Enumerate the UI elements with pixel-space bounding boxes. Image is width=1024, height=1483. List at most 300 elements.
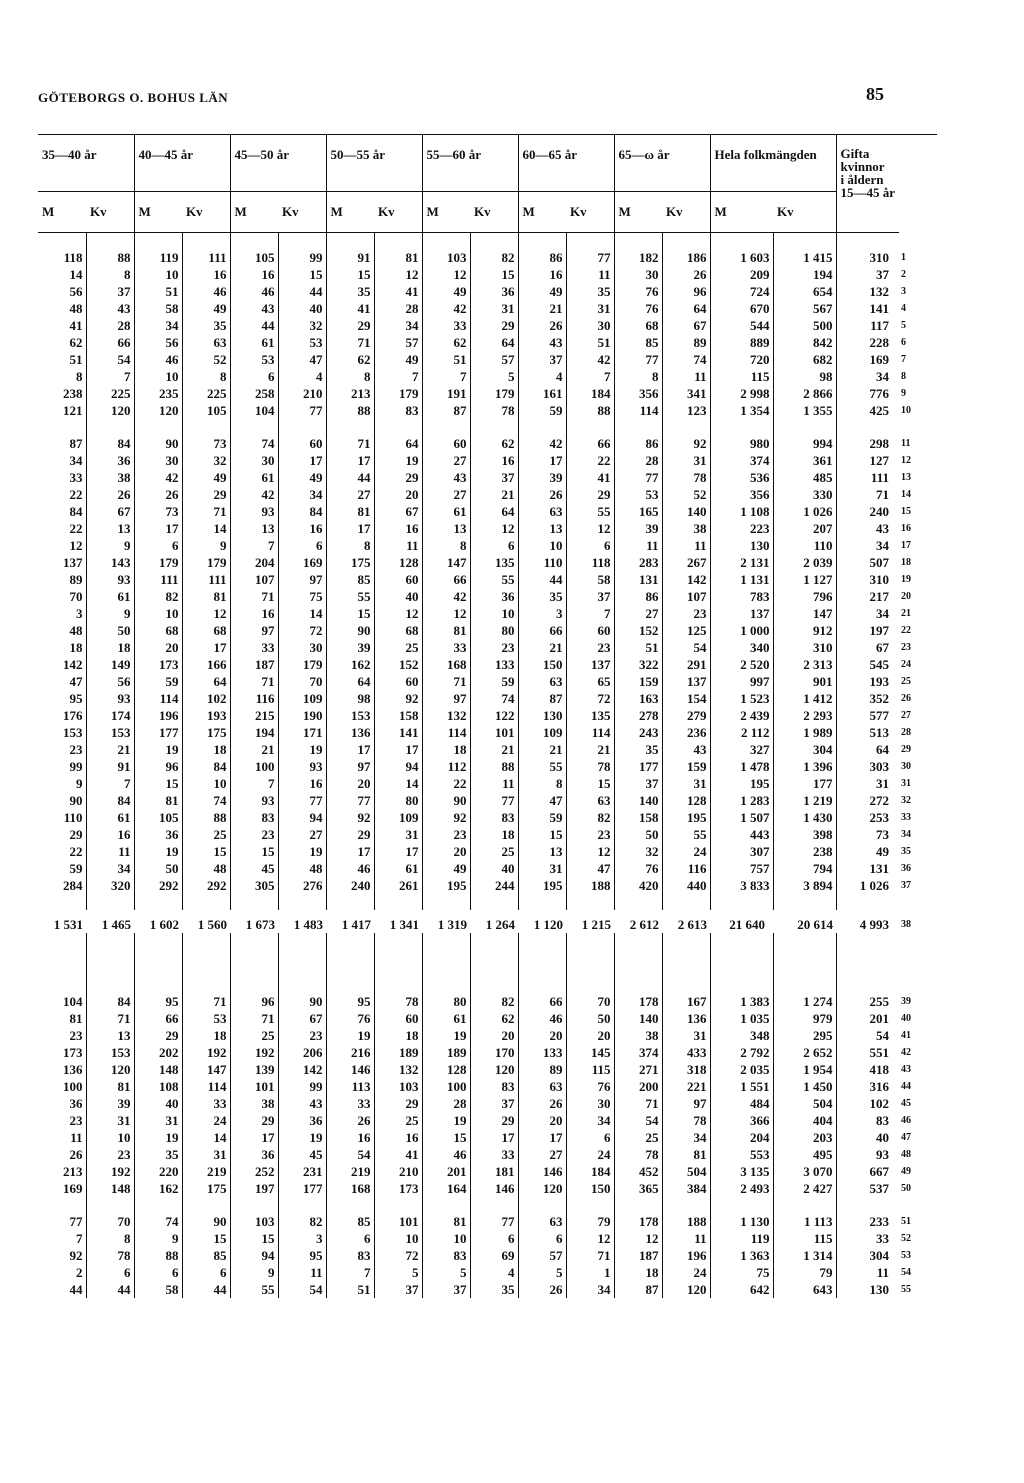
table-cell: 9 — [86, 605, 134, 622]
table-cell: 44 — [326, 469, 374, 486]
table-cell: 25 — [374, 639, 422, 656]
table-cell: 201 — [869, 1011, 889, 1026]
table-cell: 1 283 — [710, 792, 773, 809]
table-cell: 796 — [773, 588, 836, 605]
table-cell: 92 — [374, 690, 422, 707]
table-cell: 11 — [86, 843, 134, 860]
table-cell: 6 — [230, 368, 278, 385]
table-cell: 44 — [182, 1281, 230, 1298]
table-cell: 58 — [134, 1281, 182, 1298]
table-cell: 3 — [38, 605, 86, 622]
table-cell: 41 — [38, 317, 86, 334]
row-number: 11 — [901, 438, 911, 449]
row-number: 49 — [901, 1166, 911, 1177]
table-cell: 11 — [662, 537, 710, 554]
table-cell: 159 — [662, 758, 710, 775]
table-cell: 26 — [518, 1281, 566, 1298]
table-row — [38, 656, 937, 673]
table-cell: 291 — [662, 656, 710, 673]
table-cell: 64 — [326, 673, 374, 690]
women-column-header: Kv — [182, 192, 230, 233]
table-cell: 189 — [374, 1044, 422, 1061]
table-cell: 17 — [182, 639, 230, 656]
block-spacer — [38, 933, 937, 949]
table-row — [38, 249, 937, 266]
table-cell: 153 — [326, 707, 374, 724]
table-cell: 71 — [326, 435, 374, 452]
table-cell: 40 — [374, 588, 422, 605]
table-cell: 298 — [869, 436, 889, 451]
table-cell: 46 — [518, 1010, 566, 1027]
table-cell: 54 — [326, 1146, 374, 1163]
table-cell: 36 — [470, 283, 518, 300]
table-cell: 18 — [182, 741, 230, 758]
table-cell: 19 — [374, 452, 422, 469]
table-cell: 13 — [86, 1027, 134, 1044]
table-cell: 425 — [869, 403, 889, 418]
table-cell: 21 — [518, 300, 566, 317]
table-cell: 162 — [326, 656, 374, 673]
table-cell: 66 — [422, 571, 470, 588]
table-cell: 26 — [86, 486, 134, 503]
table-cell: 99 — [278, 1078, 326, 1095]
table-cell: 1 314 — [773, 1247, 836, 1264]
table-cell: 53 — [614, 486, 662, 503]
table-row — [38, 402, 937, 419]
table-cell: 34 — [134, 317, 182, 334]
table-cell: 20 — [134, 639, 182, 656]
table-cell: 11 — [566, 266, 614, 283]
table-cell: 111 — [182, 571, 230, 588]
table-cell: 85 — [614, 334, 662, 351]
table-cell: 21 — [470, 486, 518, 503]
row-number: 37 — [901, 880, 911, 891]
table-cell: 238 — [38, 385, 86, 402]
table-cell: 544 — [710, 317, 773, 334]
table-cell: 128 — [374, 554, 422, 571]
table-cell: 179 — [278, 656, 326, 673]
table-cell: 43 — [876, 521, 889, 536]
table-cell: 83 — [422, 1247, 470, 1264]
table-cell: 485 — [773, 469, 836, 486]
table-cell: 12 — [566, 1230, 614, 1247]
table-cell: 271 — [614, 1061, 662, 1078]
row-number: 35 — [901, 846, 911, 857]
table-cell: 33 — [182, 1095, 230, 1112]
table-cell: 5 — [374, 1264, 422, 1281]
table-cell: 83 — [374, 402, 422, 419]
table-cell: 15 — [470, 266, 518, 283]
table-cell: 39 — [326, 639, 374, 656]
table-cell: 8 — [86, 266, 134, 283]
table-cell: 27 — [518, 1146, 566, 1163]
table-cell: 204 — [230, 554, 278, 571]
table-cell: 67 — [876, 640, 889, 655]
table-cell: 33 — [470, 1146, 518, 1163]
table-cell: 197 — [869, 623, 889, 638]
table-cell: 93 — [278, 758, 326, 775]
table-cell: 267 — [662, 554, 710, 571]
table-row — [38, 673, 937, 690]
table-cell: 17 — [326, 843, 374, 860]
table-cell: 17 — [518, 1129, 566, 1146]
table-cell: 307 — [710, 843, 773, 860]
table-cell: 55 — [230, 1281, 278, 1298]
table-cell: 51 — [566, 334, 614, 351]
table-cell: 100 — [230, 758, 278, 775]
table-cell: 8 — [614, 368, 662, 385]
table-cell: 71 — [86, 1010, 134, 1027]
table-cell: 152 — [614, 622, 662, 639]
table-cell: 310 — [773, 639, 836, 656]
table-cell: 158 — [374, 707, 422, 724]
table-cell: 48 — [182, 860, 230, 877]
table-row — [38, 1010, 937, 1027]
row-number: 40 — [901, 1013, 911, 1024]
table-cell: 26 — [38, 1146, 86, 1163]
table-cell: 99 — [38, 758, 86, 775]
table-cell: 82 — [470, 249, 518, 266]
table-cell: 8 — [326, 537, 374, 554]
table-cell: 153 — [38, 724, 86, 741]
table-cell: 18 — [182, 1027, 230, 1044]
table-cell: 14 — [38, 266, 86, 283]
table-cell: 196 — [134, 707, 182, 724]
table-cell: 88 — [182, 809, 230, 826]
table-cell: 283 — [614, 554, 662, 571]
table-cell: 2 313 — [773, 656, 836, 673]
table-cell: 4 — [278, 368, 326, 385]
table-cell: 504 — [662, 1163, 710, 1180]
table-cell: 6 — [518, 1230, 566, 1247]
table-cell: 55 — [518, 758, 566, 775]
table-cell: 43 — [422, 469, 470, 486]
table-cell: 24 — [182, 1112, 230, 1129]
table-cell: 187 — [614, 1247, 662, 1264]
table-cell: 53 — [230, 351, 278, 368]
table-cell: 36 — [86, 452, 134, 469]
table-cell: 51 — [614, 639, 662, 656]
table-cell: 6 — [566, 1129, 614, 1146]
table-cell: 3 — [518, 605, 566, 622]
table-cell: 147 — [422, 554, 470, 571]
table-cell: 37 — [86, 283, 134, 300]
women-column-header: Kv — [662, 192, 710, 233]
age-group-header: 35—40 år — [38, 135, 134, 192]
table-cell: 284 — [38, 877, 86, 894]
table-cell: 2 427 — [773, 1180, 836, 1197]
table-cell: 16 — [230, 266, 278, 283]
table-cell: 132 — [869, 284, 889, 299]
table-cell: 12 — [470, 520, 518, 537]
table-cell: 54 — [278, 1281, 326, 1298]
table-cell: 221 — [662, 1078, 710, 1095]
table-cell: 577 — [869, 708, 889, 723]
table-cell: 20 — [374, 486, 422, 503]
table-cell: 86 — [614, 435, 662, 452]
table-cell: 89 — [662, 334, 710, 351]
row-number: 8 — [901, 371, 906, 382]
table-row — [38, 1129, 937, 1146]
table-cell: 9 — [134, 1230, 182, 1247]
table-cell: 121 — [38, 402, 86, 419]
table-cell: 16 — [230, 605, 278, 622]
table-cell: 2 613 — [677, 917, 707, 932]
table-cell: 231 — [278, 1163, 326, 1180]
table-cell: 20 — [422, 843, 470, 860]
table-cell: 10 — [374, 1230, 422, 1247]
table-cell: 73 — [876, 827, 889, 842]
table-cell: 114 — [614, 402, 662, 419]
table-cell: 95 — [326, 993, 374, 1010]
table-cell: 310 — [869, 250, 889, 265]
table-cell: 235 — [134, 385, 182, 402]
table-row — [38, 1163, 937, 1180]
table-cell: 13 — [422, 520, 470, 537]
table-cell: 39 — [614, 520, 662, 537]
table-cell: 188 — [662, 1213, 710, 1230]
table-cell: 18 — [422, 741, 470, 758]
table-row — [38, 775, 937, 792]
table-cell: 188 — [566, 877, 614, 894]
table-cell: 994 — [773, 435, 836, 452]
table-cell: 139 — [230, 1061, 278, 1078]
table-cell: 66 — [566, 435, 614, 452]
table-cell: 10 — [518, 537, 566, 554]
row-number: 55 — [901, 1284, 911, 1295]
table-cell: 128 — [422, 1061, 470, 1078]
table-cell: 71 — [230, 588, 278, 605]
table-cell: 118 — [566, 554, 614, 571]
table-cell: 31 — [876, 776, 889, 791]
total-population-header: Hela folkmängden — [710, 135, 836, 192]
table-cell: 13 — [518, 843, 566, 860]
table-cell: 233 — [869, 1214, 889, 1229]
table-cell: 69 — [470, 1247, 518, 1264]
table-cell: 76 — [614, 300, 662, 317]
table-cell: 553 — [710, 1146, 773, 1163]
table-cell: 21 — [470, 741, 518, 758]
table-cell: 31 — [374, 826, 422, 843]
table-cell: 88 — [86, 249, 134, 266]
table-cell: 140 — [614, 792, 662, 809]
table-cell: 178 — [614, 993, 662, 1010]
table-cell: 22 — [566, 452, 614, 469]
table-cell: 12 — [566, 843, 614, 860]
table-cell: 60 — [566, 622, 614, 639]
table-cell: 28 — [614, 452, 662, 469]
table-cell: 43 — [230, 300, 278, 317]
table-cell: 352 — [869, 691, 889, 706]
table-cell: 6 — [86, 1264, 134, 1281]
table-cell: 15 — [566, 775, 614, 792]
table-cell: 12 — [38, 537, 86, 554]
table-row — [38, 1061, 937, 1078]
table-cell: 94 — [278, 809, 326, 826]
table-cell: 6 — [134, 1264, 182, 1281]
table-cell: 545 — [869, 657, 889, 672]
table-cell: 16 — [374, 520, 422, 537]
table-cell: 132 — [422, 707, 470, 724]
table-cell: 62 — [326, 351, 374, 368]
table-cell: 1 354 — [710, 402, 773, 419]
running-head: GÖTEBORGS O. BOHUS LÄN — [38, 90, 229, 105]
table-cell: 292 — [134, 877, 182, 894]
table-cell: 365 — [614, 1180, 662, 1197]
row-number: 24 — [901, 659, 911, 670]
table-cell: 118 — [38, 249, 86, 266]
table-cell: 57 — [470, 351, 518, 368]
table-cell: 42 — [566, 351, 614, 368]
table-cell: 74 — [470, 690, 518, 707]
table-cell: 18 — [38, 639, 86, 656]
table-cell: 179 — [134, 554, 182, 571]
table-cell: 137 — [566, 656, 614, 673]
table-cell: 36 — [278, 1112, 326, 1129]
table-cell: 61 — [230, 469, 278, 486]
table-cell: 36 — [470, 588, 518, 605]
table-cell: 44 — [230, 317, 278, 334]
table-cell: 13 — [518, 520, 566, 537]
table-cell: 22 — [38, 843, 86, 860]
table-cell: 61 — [230, 334, 278, 351]
table-cell: 35 — [134, 1146, 182, 1163]
table-cell: 92 — [38, 1247, 86, 1264]
table-cell: 177 — [134, 724, 182, 741]
table-cell: 374 — [710, 452, 773, 469]
table-cell: 27 — [422, 452, 470, 469]
table-row — [38, 1078, 937, 1095]
table-cell: 19 — [278, 741, 326, 758]
table-cell: 10 — [182, 775, 230, 792]
table-cell: 12 — [182, 605, 230, 622]
table-row — [38, 1264, 937, 1281]
row-number: 54 — [901, 1267, 911, 1278]
table-cell: 111 — [870, 470, 889, 485]
table-cell: 192 — [182, 1044, 230, 1061]
table-cell: 86 — [614, 588, 662, 605]
table-cell: 20 — [518, 1112, 566, 1129]
table-cell: 82 — [278, 1213, 326, 1230]
table-cell: 783 — [710, 588, 773, 605]
table-cell: 327 — [710, 741, 773, 758]
table-cell: 78 — [662, 1112, 710, 1129]
table-row — [38, 1247, 937, 1264]
table-row — [38, 300, 937, 317]
table-cell: 80 — [374, 792, 422, 809]
table-cell: 96 — [662, 283, 710, 300]
table-cell: 29 — [230, 1112, 278, 1129]
table-cell: 361 — [773, 452, 836, 469]
table-cell: 642 — [710, 1281, 773, 1298]
table-cell: 97 — [422, 690, 470, 707]
table-cell: 22 — [422, 775, 470, 792]
table-cell: 42 — [422, 300, 470, 317]
table-cell: 31 — [470, 300, 518, 317]
table-cell: 15 — [230, 843, 278, 860]
table-cell: 15 — [230, 1230, 278, 1247]
table-cell: 150 — [518, 656, 566, 673]
table-cell: 29 — [326, 826, 374, 843]
table-body — [38, 233, 937, 1299]
row-number: 38 — [901, 919, 911, 930]
table-cell: 6 — [182, 1264, 230, 1281]
table-cell: 90 — [182, 1213, 230, 1230]
table-cell: 71 — [326, 334, 374, 351]
table-cell: 68 — [134, 622, 182, 639]
row-number: 27 — [901, 710, 911, 721]
married-women-header-line: kvinnor — [840, 159, 885, 174]
table-cell: 150 — [566, 1180, 614, 1197]
table-cell: 35 — [182, 317, 230, 334]
row-number: 22 — [901, 625, 911, 636]
table-cell: 35 — [326, 283, 374, 300]
table-cell: 46 — [422, 1146, 470, 1163]
table-cell: 667 — [869, 1164, 889, 1179]
table-cell: 93 — [876, 1147, 889, 1162]
table-cell: 240 — [869, 504, 889, 519]
table-cell: 27 — [326, 486, 374, 503]
table-cell: 105 — [230, 249, 278, 266]
table-cell: 303 — [869, 759, 889, 774]
table-cell: 34 — [38, 452, 86, 469]
table-cell: 140 — [662, 503, 710, 520]
table-cell: 979 — [773, 1010, 836, 1027]
table-cell: 82 — [470, 993, 518, 1010]
table-cell: 109 — [374, 809, 422, 826]
table-cell: 46 — [326, 860, 374, 877]
table-cell: 37 — [876, 267, 889, 282]
married-women-header-line: 15—45 år — [840, 185, 896, 200]
table-cell: 7 — [374, 368, 422, 385]
table-cell: 17 — [134, 520, 182, 537]
table-cell: 1 131 — [710, 571, 773, 588]
table-cell: 4 — [518, 368, 566, 385]
table-cell: 89 — [518, 1061, 566, 1078]
table-cell: 142 — [38, 656, 86, 673]
table-cell: 49 — [374, 351, 422, 368]
table-cell: 81 — [182, 588, 230, 605]
table-cell: 147 — [773, 605, 836, 622]
table-cell: 13 — [86, 520, 134, 537]
table-cell: 21 640 — [729, 917, 765, 932]
table-cell: 35 — [470, 1281, 518, 1298]
table-cell: 63 — [182, 334, 230, 351]
table-cell: 40 — [134, 1095, 182, 1112]
table-cell: 15 — [326, 605, 374, 622]
table-cell: 187 — [230, 656, 278, 673]
table-cell: 143 — [86, 554, 134, 571]
table-cell: 7 — [422, 368, 470, 385]
table-cell: 18 — [86, 639, 134, 656]
table-cell: 42 — [230, 486, 278, 503]
table-cell: 44 — [86, 1281, 134, 1298]
table-cell: 103 — [230, 1213, 278, 1230]
married-women-header-line: i åldern — [840, 172, 884, 187]
table-cell: 44 — [518, 571, 566, 588]
table-cell: 51 — [422, 351, 470, 368]
table-cell: 55 — [566, 503, 614, 520]
table-cell: 304 — [773, 741, 836, 758]
table-cell: 83 — [470, 1078, 518, 1095]
table-cell: 2 112 — [710, 724, 773, 741]
table-cell: 53 — [182, 1010, 230, 1027]
table-cell: 26 — [662, 266, 710, 283]
table-cell: 120 — [86, 402, 134, 419]
table-cell: 137 — [662, 673, 710, 690]
table-cell: 225 — [182, 385, 230, 402]
table-cell: 1 415 — [773, 249, 836, 266]
